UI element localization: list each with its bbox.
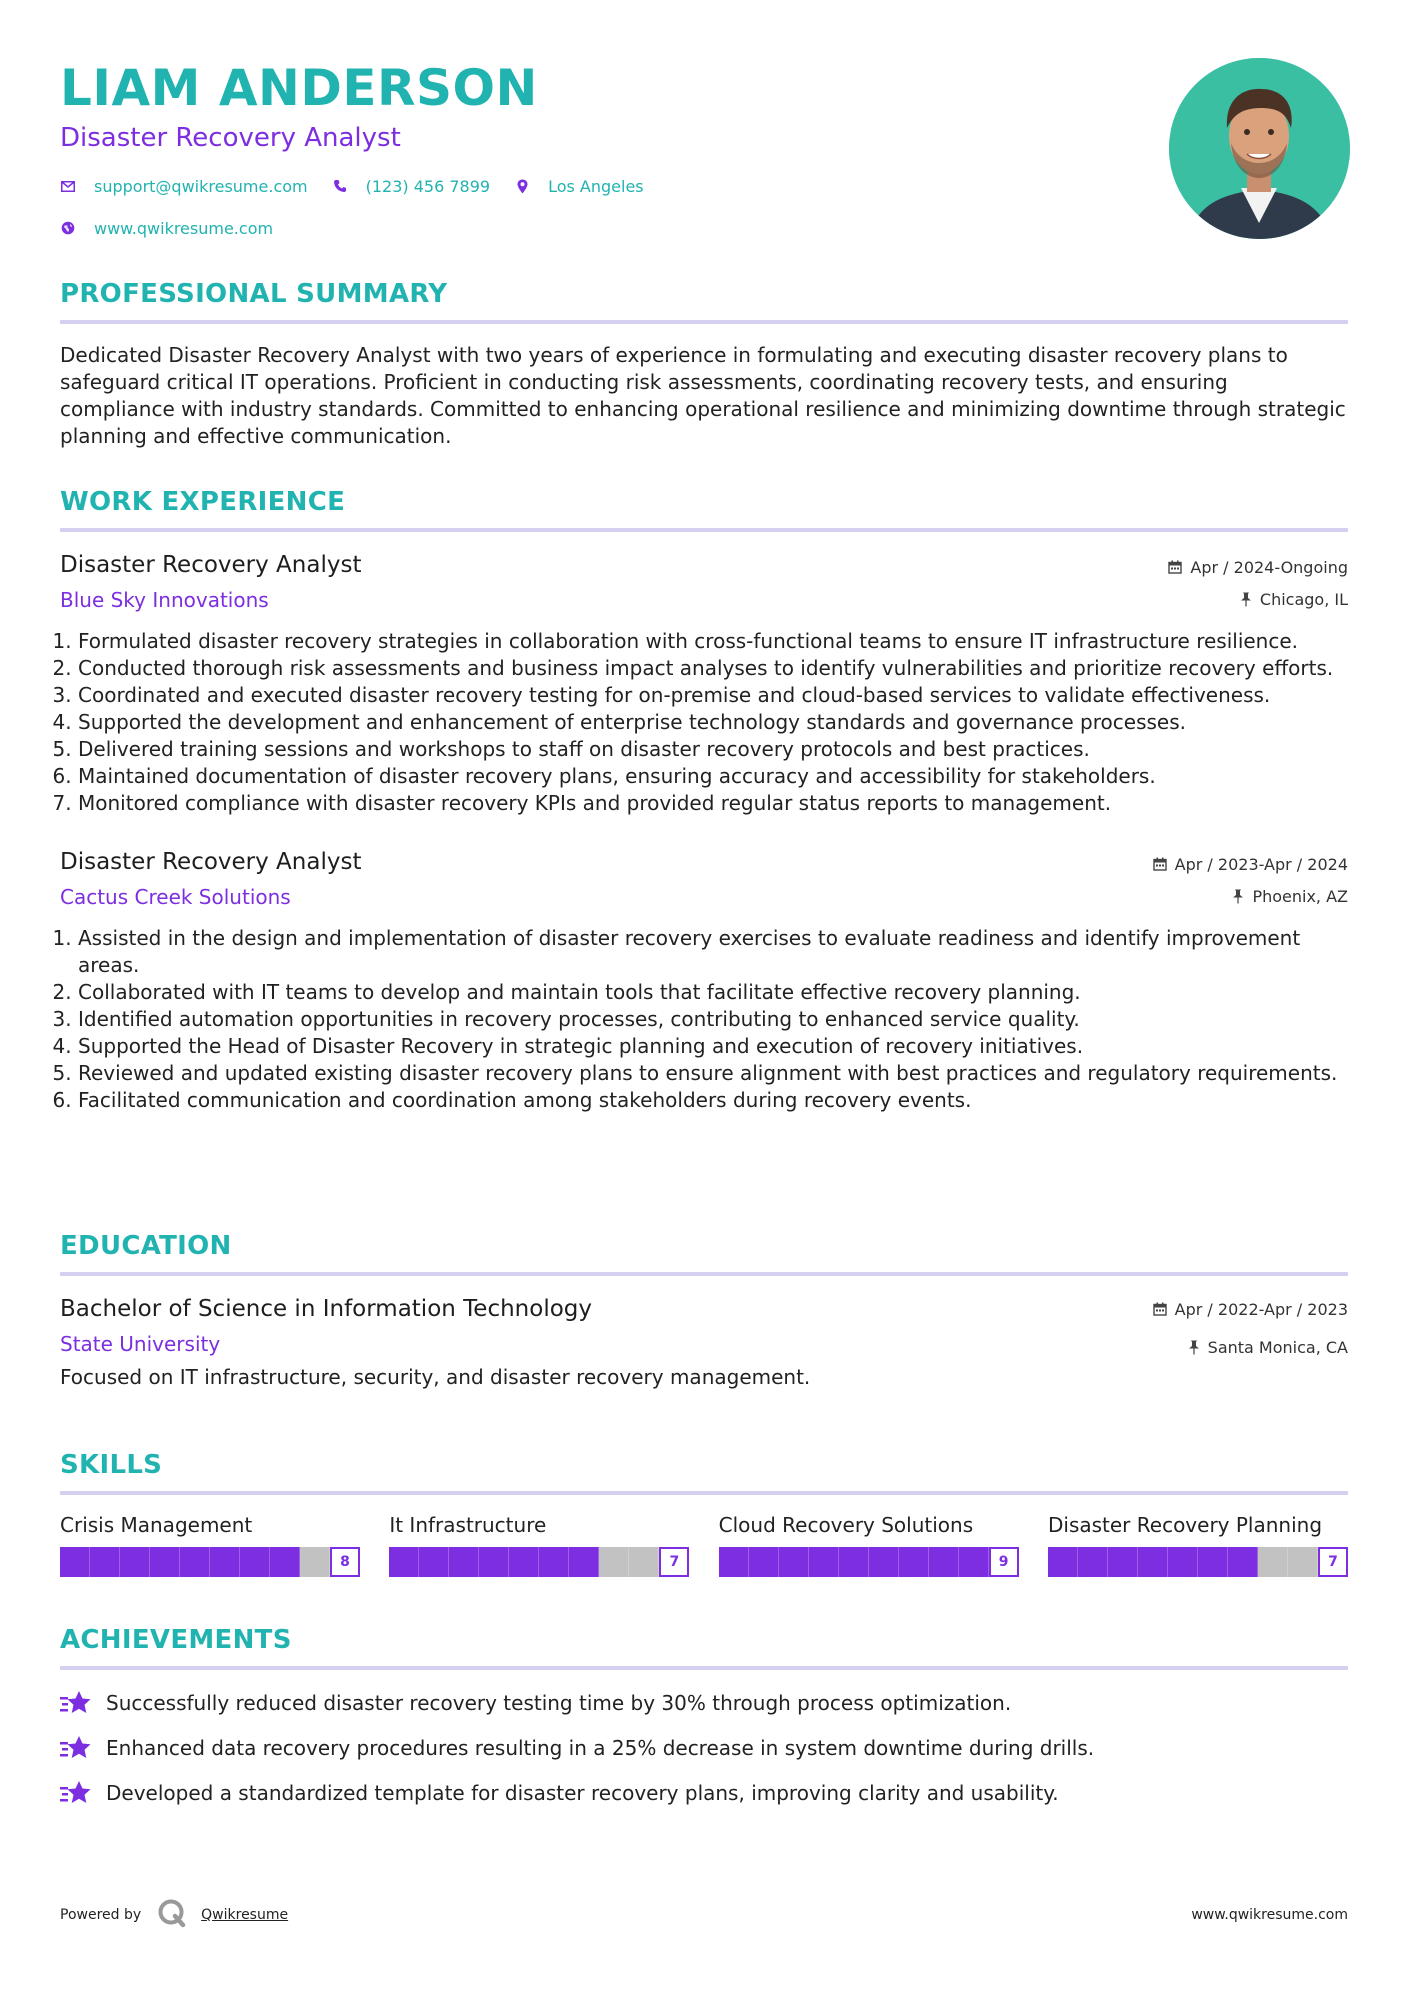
skill-bar-segment — [569, 1547, 599, 1577]
education-dates: Apr / 2022-Apr / 2023 — [1174, 1299, 1348, 1319]
footer-website[interactable]: www.qwikresume.com — [1191, 1907, 1348, 1923]
section-divider — [60, 320, 1348, 324]
calendar-icon — [1168, 560, 1182, 574]
company-name: Blue Sky Innovations — [60, 588, 269, 612]
job-title: Disaster Recovery Analyst — [60, 849, 362, 875]
avatar — [1169, 58, 1350, 239]
skill-score: 9 — [989, 1547, 1019, 1577]
achievement-text: Successfully reduced disaster recovery testing time by 30% through process optimization. — [106, 1691, 1012, 1715]
candidate-title: Disaster Recovery Analyst — [60, 123, 401, 153]
skills-heading: SKILLS — [60, 1450, 163, 1480]
header — [60, 58, 1060, 240]
summary-text: Dedicated Disaster Recovery Analyst with two years of experience in formulating and executing disaster recovery plans to safeguard critical IT operations. Proficient in conducting risk assessments, coordinating recovery tests, and ensuring compliance with industry standards. Committed to enhancing operational resilience and minimizing downtime through strategic planning and effective communication. — [60, 343, 1346, 448]
candidate-name: LIAM ANDERSON — [60, 59, 538, 117]
skill-bar-segment — [1198, 1547, 1228, 1577]
experience-heading: WORK EXPERIENCE — [60, 487, 346, 517]
skill-bar-segment — [809, 1547, 839, 1577]
powered-by-label: Powered by — [60, 1907, 142, 1923]
skill-bar-segment — [210, 1547, 240, 1577]
list-item: 2. Conducted thorough risk assessments and business impact analyses to identify vulnerabilities and prioritize recovery efforts. — [78, 655, 1348, 682]
skill-bar-segment — [899, 1547, 929, 1577]
achievements-section — [60, 1624, 1348, 1808]
star-icon — [60, 1689, 92, 1717]
skill-bar-segment — [629, 1547, 659, 1577]
skill-score: 7 — [659, 1547, 689, 1577]
job-dates: Apr / 2023-Apr / 2024 — [1174, 854, 1348, 874]
skill-bar-segment — [240, 1547, 270, 1577]
job-location: Phoenix, AZ — [1252, 886, 1348, 906]
skill-item — [719, 1511, 1019, 1577]
skill-bar-segment — [509, 1547, 539, 1577]
skill-bar-segment — [1078, 1547, 1108, 1577]
job-dates: Apr / 2024-Ongoing — [1190, 557, 1348, 577]
skill-bar-segment — [180, 1547, 210, 1577]
skill-bar — [719, 1547, 1019, 1577]
skill-bar-segment — [419, 1547, 449, 1577]
job-bullets — [60, 628, 1348, 817]
website-text: www.qwikresume.com — [94, 218, 274, 238]
list-item — [60, 1733, 1348, 1763]
school-name: State University — [60, 1332, 221, 1356]
qwikresume-logo-icon — [157, 1898, 187, 1932]
section-divider — [60, 528, 1348, 532]
skill-bar-segment — [539, 1547, 569, 1577]
job-title: Disaster Recovery Analyst — [60, 552, 362, 578]
list-item: 5. Reviewed and updated existing disaster recovery plans to ensure alignment with best practices and regulatory requirements. — [78, 1060, 1348, 1087]
skill-bar-segment — [1168, 1547, 1198, 1577]
envelope-icon — [60, 178, 76, 194]
education-description: Focused on IT infrastructure, security, and disaster recovery management. — [60, 1365, 811, 1389]
list-item — [60, 1778, 1348, 1808]
education-heading: EDUCATION — [60, 1231, 232, 1261]
phone-text: (123) 456 7899 — [365, 176, 491, 196]
map-pin-icon — [514, 178, 530, 194]
contact-email[interactable] — [60, 177, 308, 196]
list-item: 4. Supported the development and enhancement of enterprise technology standards and governance processes. — [78, 709, 1348, 736]
brand-link[interactable]: Qwikresume — [201, 1907, 289, 1923]
powered-by — [60, 1898, 288, 1932]
list-item: 6. Maintained documentation of disaster recovery plans, ensuring accuracy and accessibility for stakeholders. — [78, 763, 1348, 790]
skill-bar-segment — [120, 1547, 150, 1577]
section-divider — [60, 1272, 1348, 1276]
list-item: 6. Facilitated communication and coordination among stakeholders during recovery events. — [78, 1087, 1348, 1114]
profile-photo — [1169, 58, 1350, 239]
achievement-text: Developed a standardized template for disaster recovery plans, improving clarity and usability. — [106, 1781, 1059, 1805]
skill-bar-segment — [389, 1547, 419, 1577]
section-divider — [60, 1666, 1348, 1670]
degree-title: Bachelor of Science in Information Technology — [60, 1296, 592, 1322]
list-item — [60, 1688, 1348, 1718]
skill-score: 8 — [330, 1547, 360, 1577]
footer — [60, 1898, 1348, 1932]
skill-name: It Infrastructure — [389, 1513, 547, 1537]
list-item: 7. Monitored compliance with disaster recovery KPIs and provided regular status reports to management. — [78, 790, 1348, 817]
skill-score: 7 — [1318, 1547, 1348, 1577]
company-name: Cactus Creek Solutions — [60, 885, 291, 909]
star-icon — [60, 1734, 92, 1762]
skill-item — [389, 1511, 689, 1577]
calendar-icon — [1153, 857, 1167, 871]
location-text: Los Angeles — [548, 176, 644, 196]
list-item: 2. Collaborated with IT teams to develop and maintain tools that facilitate effective recovery planning. — [78, 979, 1348, 1006]
skill-name: Disaster Recovery Planning — [1047, 1513, 1323, 1537]
skill-bar-segment — [1288, 1547, 1318, 1577]
globe-icon — [60, 220, 76, 236]
skill-bar-segment — [449, 1547, 479, 1577]
experience-section — [60, 486, 1348, 1114]
skill-name: Cloud Recovery Solutions — [718, 1513, 974, 1537]
contact-website[interactable] — [60, 219, 273, 238]
skill-bar — [60, 1547, 360, 1577]
skill-bar-segment — [60, 1547, 90, 1577]
calendar-icon — [1153, 1302, 1167, 1316]
skill-bar-segment — [300, 1547, 330, 1577]
skill-bar-segment — [749, 1547, 779, 1577]
skill-bar-segment — [599, 1547, 629, 1577]
list-item: 3. Identified automation opportunities in recovery processes, contributing to enhanced service quality. — [78, 1006, 1348, 1033]
skill-bar — [389, 1547, 689, 1577]
contact-location — [514, 177, 644, 196]
job-entry — [60, 550, 1348, 817]
skill-bar-segment — [1138, 1547, 1168, 1577]
skill-bar-segment — [150, 1547, 180, 1577]
contact-row — [60, 174, 1060, 198]
skill-name: Crisis Management — [60, 1513, 253, 1537]
skills-list — [60, 1511, 1348, 1577]
skill-bar-segment — [1228, 1547, 1258, 1577]
skill-bar-segment — [479, 1547, 509, 1577]
summary-heading: PROFESSIONAL SUMMARY — [60, 279, 448, 309]
skill-item — [1048, 1511, 1348, 1577]
pushpin-icon — [1232, 889, 1244, 904]
list-item: 3. Coordinated and executed disaster recovery testing for on-premise and cloud-based services to validate effectiveness. — [78, 682, 1348, 709]
phone-icon — [332, 178, 348, 194]
skill-bar-segment — [719, 1547, 749, 1577]
list-item: 1. Assisted in the design and implementation of disaster recovery exercises to evaluate readiness and identify improvement areas. — [78, 925, 1348, 979]
job-entry — [60, 847, 1348, 1114]
skill-item — [60, 1511, 360, 1577]
achievement-text: Enhanced data recovery procedures resulting in a 25% decrease in system downtime during drills. — [106, 1736, 1095, 1760]
skill-bar-segment — [1258, 1547, 1288, 1577]
pushpin-icon — [1240, 592, 1252, 607]
skills-section — [60, 1449, 1348, 1577]
skill-bar-segment — [959, 1547, 989, 1577]
job-bullets — [60, 925, 1348, 1114]
education-location: Santa Monica, CA — [1207, 1337, 1348, 1357]
skill-bar-segment — [779, 1547, 809, 1577]
star-icon — [60, 1779, 92, 1807]
job-location: Chicago, IL — [1259, 589, 1348, 609]
contact-row-web — [60, 216, 1060, 240]
achievements-heading: ACHIEVEMENTS — [60, 1625, 292, 1655]
contact-phone[interactable] — [332, 177, 490, 196]
email-text: support@qwikresume.com — [94, 176, 308, 196]
skill-bar-segment — [90, 1547, 120, 1577]
skill-bar-segment — [869, 1547, 899, 1577]
achievements-list — [60, 1688, 1348, 1808]
list-item: 4. Supported the Head of Disaster Recovery in strategic planning and execution of recovery initiatives. — [78, 1033, 1348, 1060]
skill-bar-segment — [270, 1547, 300, 1577]
section-divider — [60, 1491, 1348, 1495]
summary-section — [60, 278, 1348, 450]
skill-bar — [1048, 1547, 1348, 1577]
skill-bar-segment — [839, 1547, 869, 1577]
skill-bar-segment — [929, 1547, 959, 1577]
skill-bar-segment — [1108, 1547, 1138, 1577]
education-section — [60, 1230, 1348, 1391]
pushpin-icon — [1188, 1340, 1200, 1355]
list-item: 1. Formulated disaster recovery strategies in collaboration with cross-functional teams to ensure IT infrastructure resilience. — [78, 628, 1348, 655]
skill-bar-segment — [1048, 1547, 1078, 1577]
list-item: 5. Delivered training sessions and workshops to staff on disaster recovery protocols and best practices. — [78, 736, 1348, 763]
